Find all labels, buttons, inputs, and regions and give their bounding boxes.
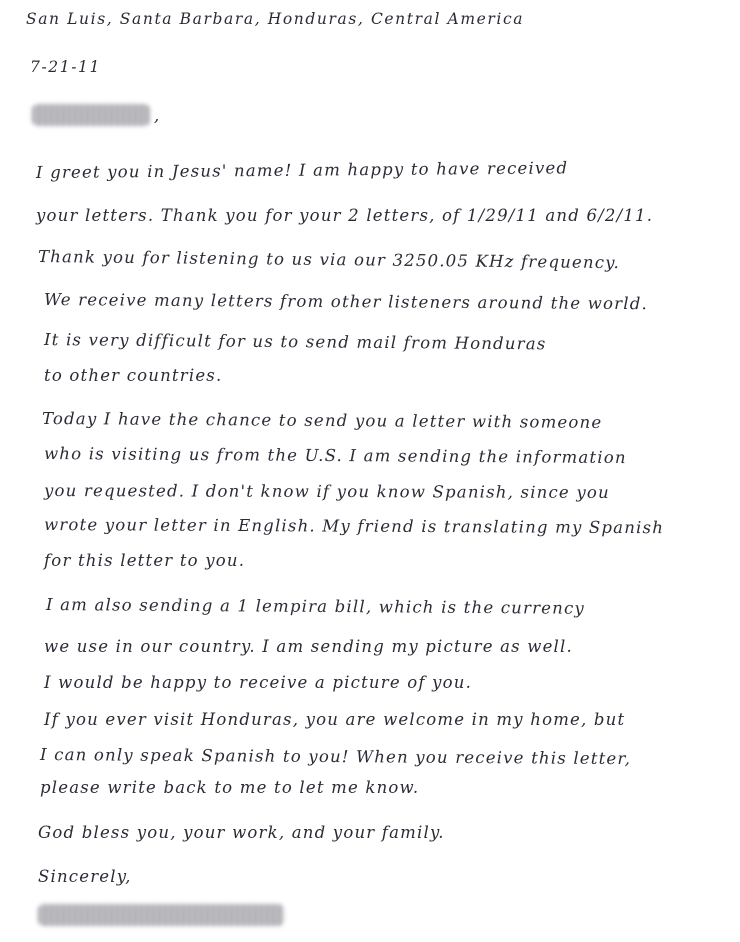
letter-closing-blessing: God bless you, your work, and your family.: [38, 823, 445, 842]
letter-line-15: If you ever visit Honduras, you are welcome in my home, but: [44, 710, 626, 729]
letter-line-16: I can only speak Spanish to you! When you receive this letter,: [39, 745, 632, 769]
letter-line-7: Today I have the chance to send you a letter with someone: [41, 409, 603, 432]
letter-line-17: please write back to me to let me know.: [40, 778, 420, 797]
letter-line-9: you requested. I don't know if you know Spanish, since you: [43, 481, 610, 502]
letter-line-8: who is visiting us from the U.S. I am sending the information: [43, 444, 627, 468]
letter-location: San Luis, Santa Barbara, Honduras, Central America: [26, 10, 525, 28]
redacted-signature: [38, 904, 284, 926]
letter-signoff: Sincerely,: [38, 867, 132, 886]
letter-line-2: your letters. Thank you for your 2 letters, of 1/29/11 and 6/2/11.: [36, 206, 654, 225]
letter-line-6: to other countries.: [44, 366, 223, 385]
letter-line-1: I greet you in Jesus' name! I am happy to have received: [35, 158, 569, 182]
letter-line-4: We receive many letters from other listeners around the world.: [43, 290, 649, 314]
letter-line-5: It is very difficult for us to send mail from Honduras: [43, 330, 547, 354]
salutation-comma: ,: [154, 106, 161, 125]
letter-line-10: wrote your letter in English. My friend is translating my Spanish: [43, 515, 665, 538]
letter-line-13: we use in our country. I am sending my picture as well.: [44, 637, 573, 656]
salutation: [32, 100, 172, 130]
letter-line-14: I would be happy to receive a picture of you.: [44, 673, 473, 692]
letter-line-12: I am also sending a 1 lempira bill, which is the currency: [45, 595, 586, 618]
letter-line-3: Thank you for listening to us via our 3250.05 KHz frequency.: [37, 247, 621, 273]
redacted-recipient-name: [32, 104, 150, 126]
letter-line-11: for this letter to you.: [44, 551, 246, 570]
letter-date: 7-21-11: [30, 58, 101, 76]
